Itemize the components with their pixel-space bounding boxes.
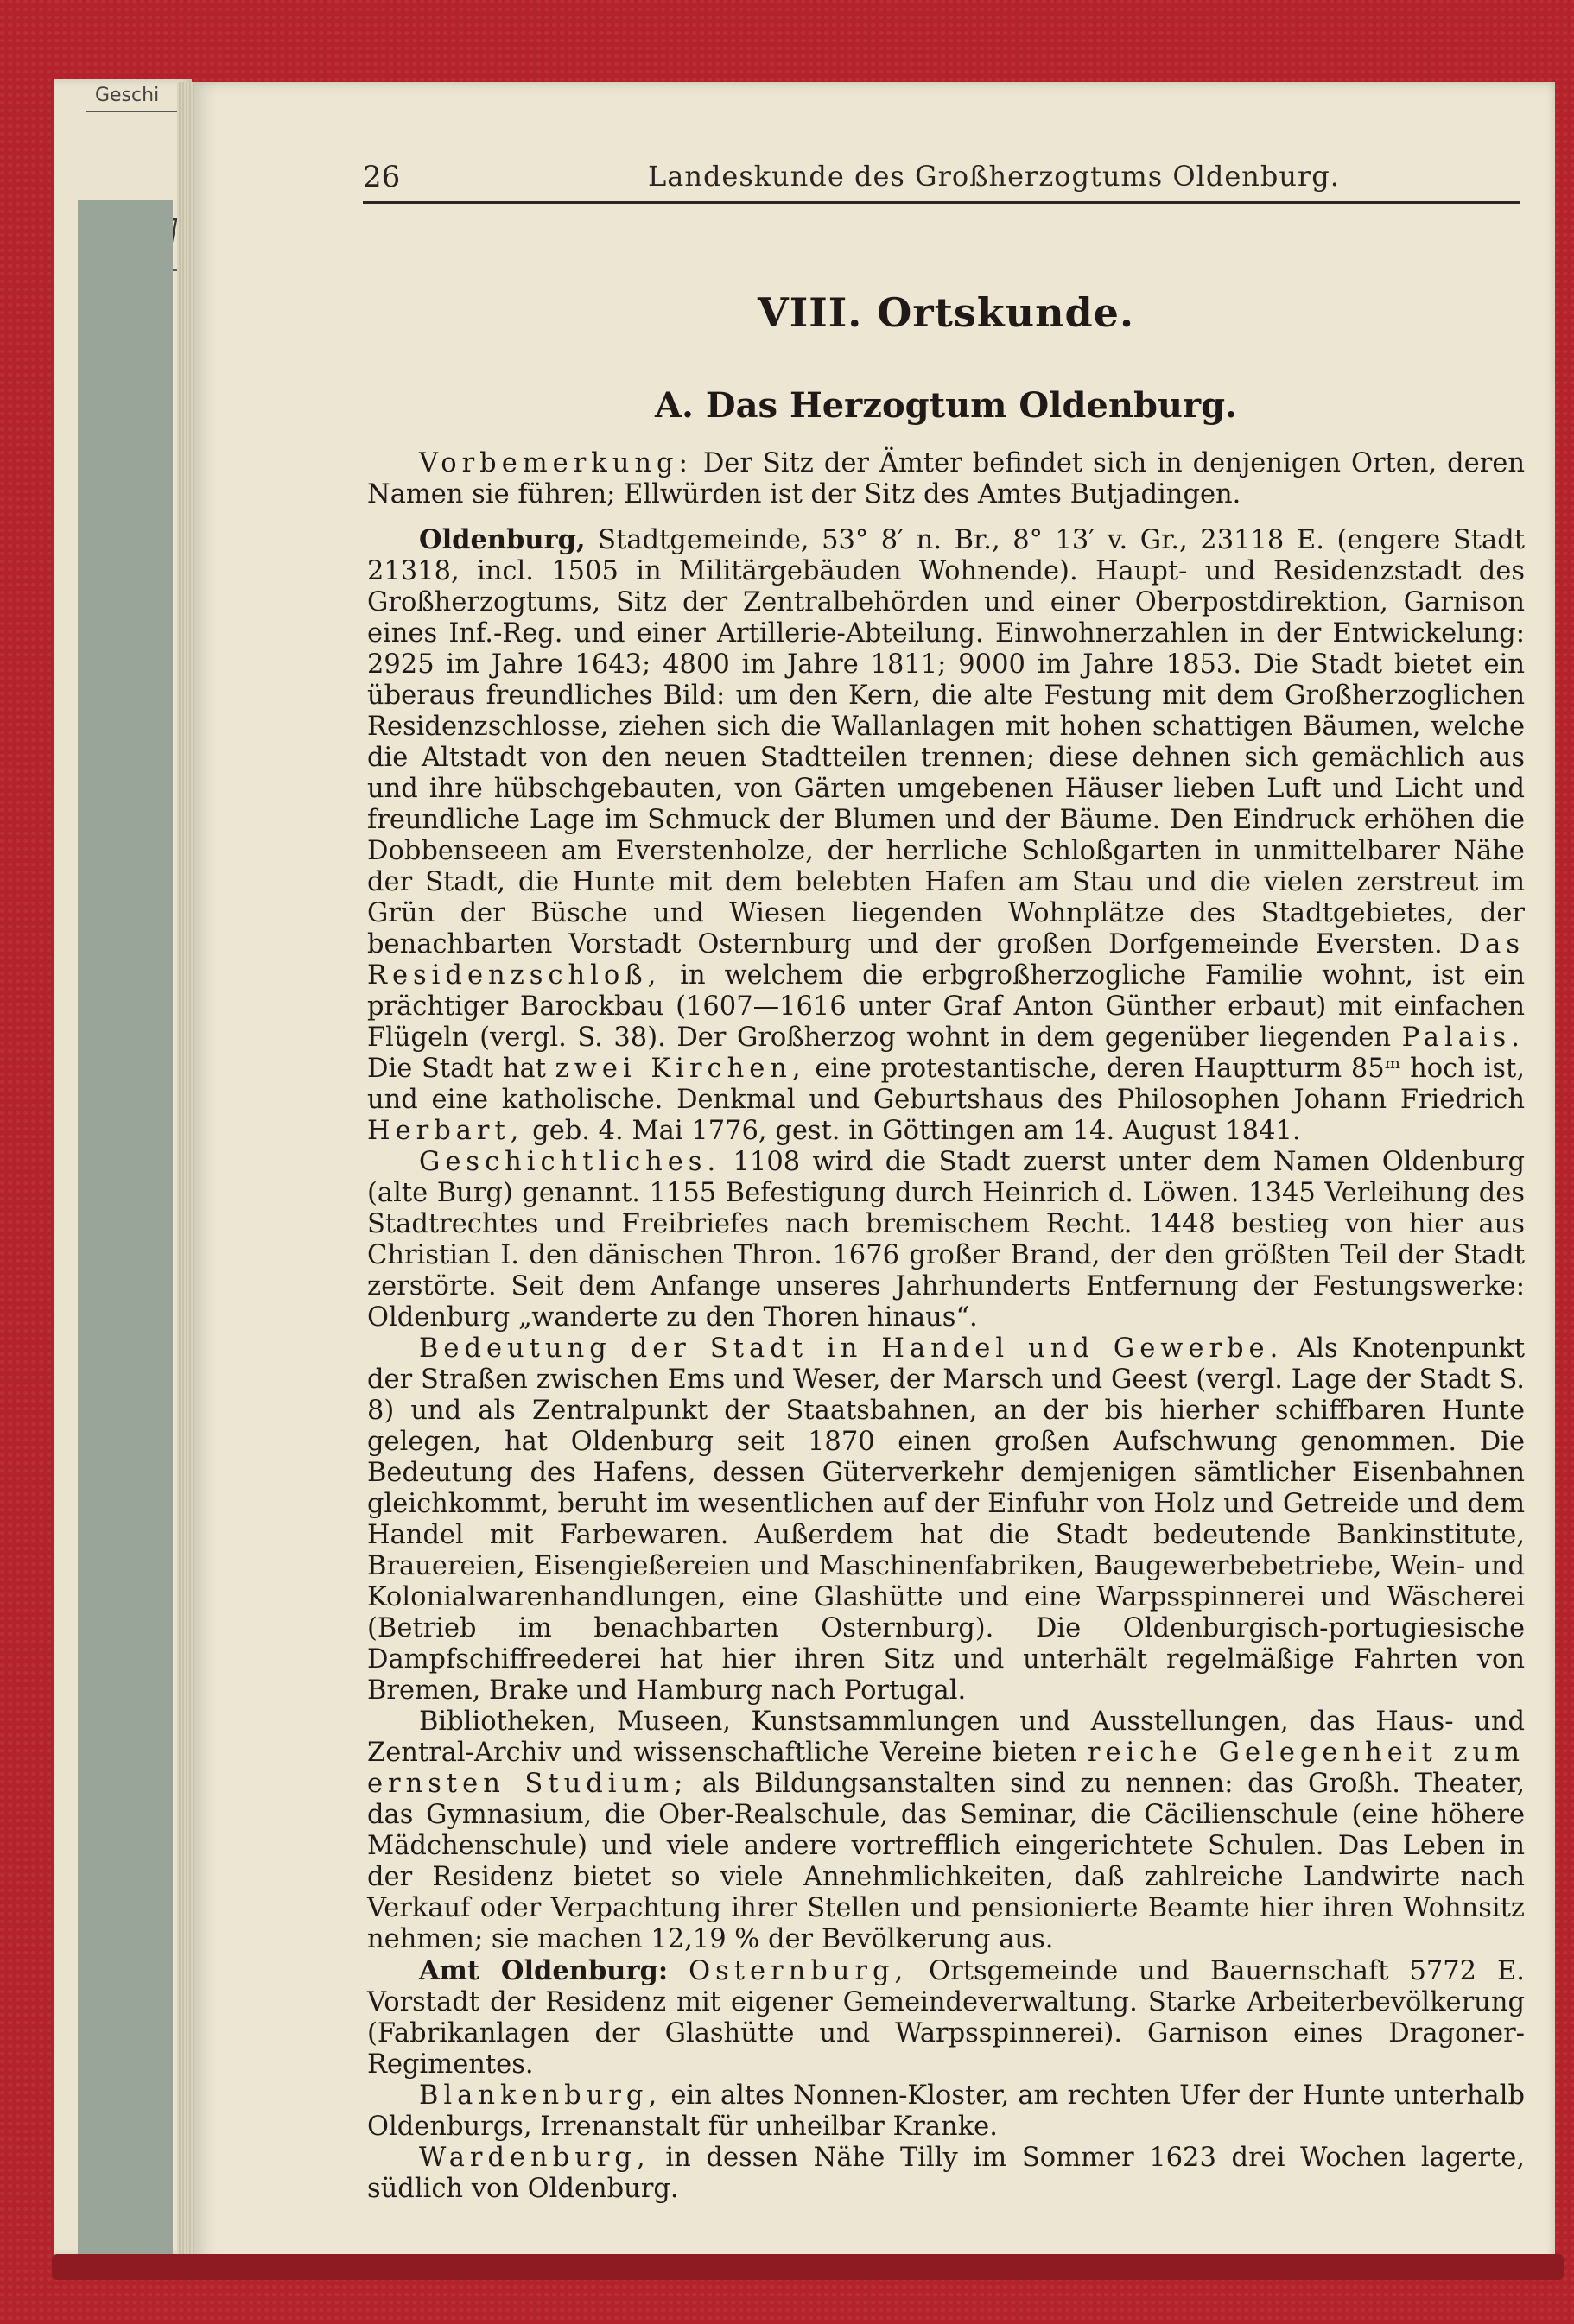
section-title: VIII. Ortskunde. (758, 289, 1134, 336)
blankenburg-text: ein altes Nonnen-Kloster, am rechten Ufer der Hunte unterhalb Oldenburgs, Irrenanstalt für unheilbar Kranke. (367, 2080, 1525, 2142)
bibliotheken-text-2: als Bildungsanstalten sind zu nennen: das Großh. Theater, das Gymnasium, die Ober-Realschule, das Seminar, die Cäcilienschule (eine höhere Mädchenschule) und viele andere vortrefflich eingerichtete Schulen. Das Leben in der Residenz bietet so viele Annehmlichkeiten, daß zahlreiche Landwirte nach Verkauf oder Verpachtung ihrer Stellen und pensionierte Beamte hier ihren Wohnsitz nehmen; sie machen 12,19 % der Bevölkerung aus. (367, 1769, 1526, 1954)
oldenburg-text-5: geb. 4. Mai 1776, gest. in Göttingen am 14. August 1841. (524, 1116, 1301, 1146)
amt-label: Amt Oldenburg: (419, 1955, 669, 1986)
wardenburg-text: in dessen Nähe Tilly im Sommer 1623 drei Wochen lagerte, südlich von Oldenburg. (367, 2143, 1525, 2204)
vorbemerkung-label: Vorbemerkung: (419, 448, 693, 478)
body-text (367, 289, 1525, 2205)
header-rule (363, 201, 1520, 204)
previous-page-edge (54, 79, 192, 2256)
oldenburg-text-4: eine protestantische, deren Hauptturm 85ᵐ hoch ist, und eine katholische. Denkmal und Geburtshaus des Philosophen Johann Friedrich (367, 1054, 1525, 1115)
paragraph-bibliotheken (367, 1707, 1525, 1955)
paragraph-geschichtliches (367, 1147, 1525, 1333)
paragraph-blankenburg (367, 2080, 1525, 2143)
subsection-title: A. Das Herzogtum Oldenburg. (655, 385, 1237, 426)
previous-page-map-strip (78, 200, 173, 2256)
zwei-kirchen-label: zwei Kirchen, (555, 1054, 806, 1084)
amt-text: Ortsgemeinde und Bauernschaft 5772 E. Vorstadt der Residenz mit eigener Gemeindeverwaltung. Starke Arbeiterbevölkerung (Fabrikanlagen der Glashütte und Warpsspinnerei). Garnison eines Dragoner-Regimentes. (367, 1956, 1525, 2080)
oldenburg-text-3: Die Stadt hat (367, 1054, 555, 1084)
oldenburg-text-2: in welchem die erbgroßherzogliche Familie wohnt, ist ein prächtiger Barockbau (1607—1616 unter Graf Anton Günther erbaut) mit einfachen Flügeln (vergl. S. 38). Der Großherzog wohnt in dem gegenüber liegenden (367, 960, 1525, 1053)
bedeutung-text: Als Knotenpunkt der Straßen zwischen Ems und Weser, der Marsch und Geest (vergl. Lage der Stadt S. 8) und als Zentralpunkt der Staatsbahnen, an der bis hierher schiffbaren Hunte gelegen, hat Oldenburg seit 1870 einen großen Aufschwung genommen. Die Bedeutung des Hafens, dessen Güterverkehr demjenigen sämtlicher Eisenbahnen gleichkommt, beruht im wesentlichen auf der Einfuhr von Holz und Getreide und dem Handel mit Farbewaren. Außerdem hat die Stadt bedeutende Bankinstitute, Brauereien, Eisengießereien und Maschinenfabriken, Baugewerbebetriebe, Wein- und Kolonialwarenhandlungen, eine Glashütte und eine Warpsspinnerei und Wäscherei (Betrieb im benachbarten Osternburg). Die Oldenburgisch-portugiesische Dampfschiffreederei hat hier ihren Sitz und unterhält regelmäßige Fahrten von Bremen, Brake und Hamburg nach Portugal. (367, 1333, 1525, 1706)
geschichtliches-label: Geschichtliches. (419, 1147, 721, 1177)
paragraph-wardenburg (367, 2143, 1525, 2205)
paragraph-amt-oldenburg (367, 1955, 1525, 2080)
herbart-label: Herbart, (367, 1116, 524, 1146)
previous-page-header-fragment: Geschi (95, 85, 160, 106)
wardenburg-label: Wardenburg, (419, 2143, 651, 2173)
paragraph-oldenburg (367, 524, 1525, 1147)
book-cover-bottom-edge (52, 2254, 1564, 2280)
vorbemerkung-text: Der Sitz der Ämter befindet sich in denjenigen Orten, deren Namen sie führen; Ellwürden ist der Sitz des Amtes Butjadingen. (367, 448, 1525, 510)
palais-label: Palais. (1401, 1023, 1525, 1053)
oldenburg-label: Oldenburg, (419, 524, 586, 555)
blankenburg-label: Blankenburg, (419, 2080, 663, 2111)
residenzschloss-label: Das Residenzschloß, (367, 929, 1525, 991)
gelegenheit-label: reiche Gelegenheit zum ernsten Studium; (367, 1738, 1526, 1799)
amt-osternburg-label: Osternburg, (689, 1956, 909, 1986)
bedeutung-label: Bedeutung der Stadt in Handel und Gewerbe. (419, 1333, 1284, 1364)
geschichtliches-text: 1108 wird die Stadt zuerst unter dem Namen Oldenburg (alte Burg) genannt. 1155 Befestigung durch Heinrich d. Löwen. 1345 Verleihung des Stadtrechtes und Freibriefes nach bremischem Recht. 1448 bestieg von hier aus Christian I. den dänischen Thron. 1676 großer Brand, der den größten Teil der Stadt zerstörte. Seit dem Anfange unseres Jahrhunderts Entfernung der Festungswerke: Oldenburg „wanderte zu den Thoren hinaus“. (367, 1147, 1525, 1333)
paragraph-vorbemerkung (367, 448, 1525, 510)
oldenburg-text-1: Stadtgemeinde, 53° 8′ n. Br., 8° 13′ v. Gr., 23118 E. (engere Stadt 21318, incl. 1505 in Militärgebäuden Wohnende). Haupt- und Residenzstadt des Großherzogtums, Sitz der Zentralbehörden und einer Oberpostdirektion, Garnison eines Inf.-Reg. und einer Artillerie-Abteilung. Einwohnerzahlen in der Entwickelung: 2925 im Jahre 1643; 4800 im Jahre 1811; 9000 im Jahre 1853. Die Stadt bietet ein überaus freundliches Bild: um den Kern, die alte Festung mit dem Großherzoglichen Residenzschlosse, ziehen sich die Wallanlagen mit hohen schattigen Bäumen, welche die Altstadt von den neuen Stadtteilen trennen; diese dehnen sich gemächlich aus und ihre hübschgebauten, von Gärten umgebenen Häuser lieben Luft und Licht und freundliche Lage im Schmuck der Blumen und der Bäume. Den Eindruck erhöhen die Dobbenseeen am Everstenholze, der herrliche Schloßgarten in unmittelbarer Nähe der Stadt, die Hunte mit dem belebten Hafen am Stau und die vielen zerstreut im Grün der Büsche und Wiesen liegenden Wohnplätze des Stadtgebietes, der benachbarten Vorstadt Osternburg und der großen Dorfgemeinde Eversten. (367, 525, 1525, 959)
paragraph-bedeutung (367, 1333, 1525, 1707)
page-number: 26 (363, 160, 401, 194)
previous-page-rule (86, 111, 181, 112)
running-head (363, 160, 1503, 203)
running-title: Landeskunde des Großherzogtums Oldenburg. (648, 160, 1340, 193)
book-page (194, 82, 1555, 2267)
bibliotheken-text-1: Bibliotheken, Museen, Kunstsammlungen und Ausstellungen, das Haus- und Zentral-Archiv und wissenschaftliche Vereine bieten (367, 1707, 1525, 1768)
